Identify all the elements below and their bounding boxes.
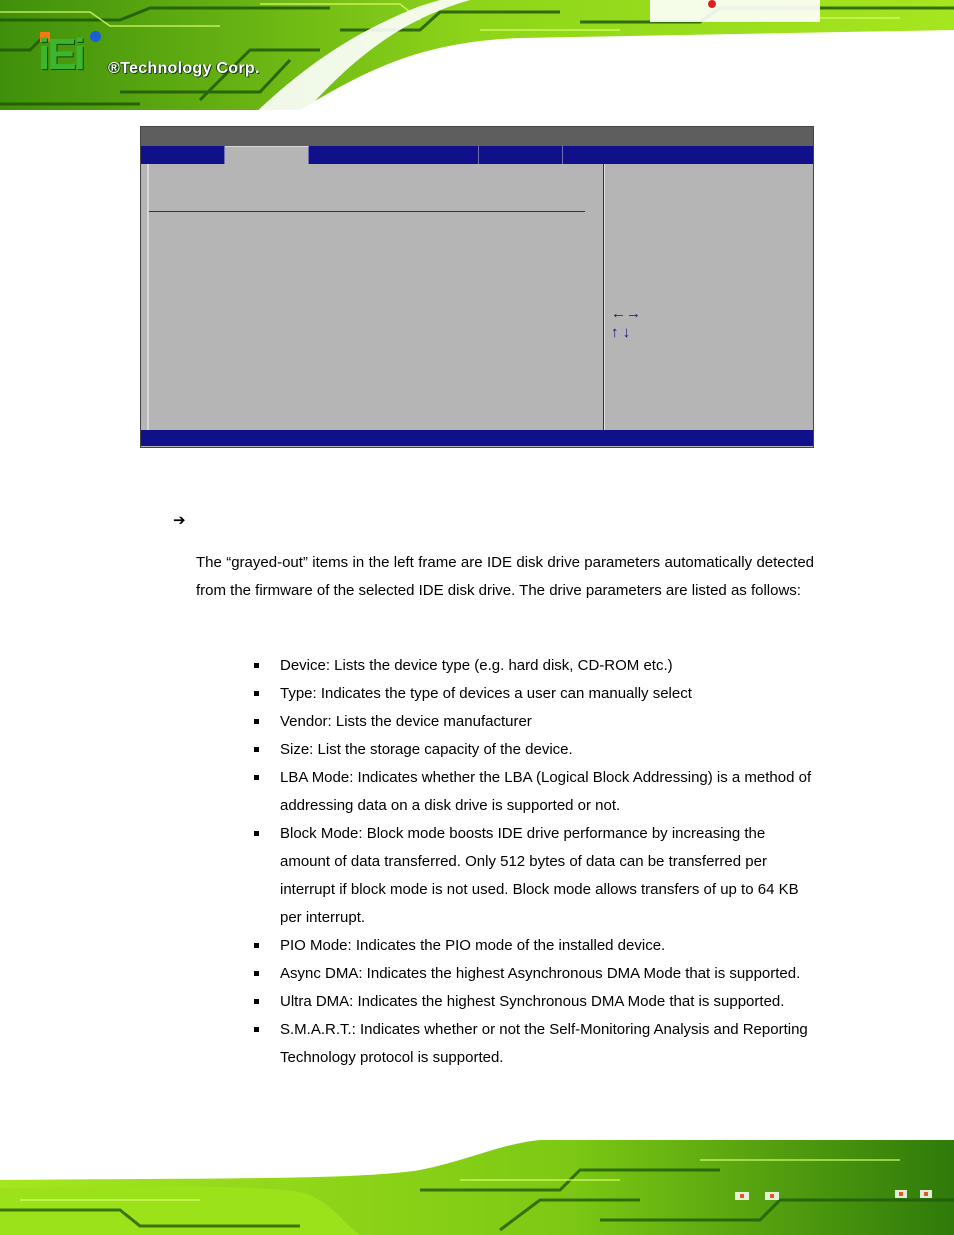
logo-blue-dot xyxy=(90,31,101,42)
square-bullet-icon xyxy=(254,775,259,780)
list-item-text: Size: List the storage capacity of the device. xyxy=(280,741,573,758)
bios-tab-1 xyxy=(141,146,225,164)
list-item-text: S.M.A.R.T.: Indicates whether or not the Self-Monitoring Analysis and Reporting Technology protocol is supported. xyxy=(280,1021,808,1066)
bios-tab-4 xyxy=(479,146,563,164)
list-item xyxy=(254,960,814,988)
company-logo-mark: iEi xyxy=(38,30,83,79)
square-bullet-icon xyxy=(254,719,259,724)
bios-status-bar xyxy=(141,430,813,446)
square-bullet-icon xyxy=(254,663,259,668)
list-item-text: Ultra DMA: Indicates the highest Synchronous DMA Mode that is supported. xyxy=(280,993,785,1010)
square-bullet-icon xyxy=(254,999,259,1004)
bios-tab-3 xyxy=(309,146,479,164)
square-bullet-icon xyxy=(254,747,259,752)
square-bullet-icon xyxy=(254,831,259,836)
list-item xyxy=(254,736,814,764)
bios-title-bar xyxy=(141,127,813,146)
bios-menu-bar xyxy=(141,146,813,164)
header-banner xyxy=(0,0,954,118)
left-right-arrows-icon: ←→ xyxy=(611,305,641,322)
footer-banner xyxy=(0,1130,954,1235)
list-item xyxy=(254,652,814,680)
bios-left-panel xyxy=(147,164,605,430)
list-item xyxy=(254,1016,814,1072)
list-item xyxy=(254,708,814,736)
list-item-text: LBA Mode: Indicates whether the LBA (Logical Block Addressing) is a method of addressing data on a disk drive is supported or not. xyxy=(280,769,812,814)
list-item xyxy=(254,988,814,1016)
circuit-board-header-graphic xyxy=(0,0,954,118)
list-item-text: Async DMA: Indicates the highest Asynchronous DMA Mode that is supported. xyxy=(280,965,801,982)
bios-screen-figure xyxy=(140,126,814,448)
up-down-arrows-icon: ↑ ↓ xyxy=(611,324,631,341)
square-bullet-icon xyxy=(254,1027,259,1032)
drive-parameter-list xyxy=(254,652,814,1072)
list-item xyxy=(254,680,814,708)
list-item-text: Block Mode: Block mode boosts IDE drive performance by increasing the amount of data transferred. Only 512 bytes of data can be transferred per interrupt if block mode is not used. Block mode allows transfers of up to 64 KB per interrupt. xyxy=(280,825,799,926)
company-name: ®Technology Corp. xyxy=(108,60,260,77)
arrow-right-icon: ➔ xyxy=(173,512,186,529)
bios-help-panel xyxy=(604,164,814,430)
intro-paragraph: The “grayed-out” items in the left frame are IDE disk drive parameters automatically detected from the firmware of the selected IDE disk drive. The drive parameters are listed as follows: xyxy=(196,554,814,599)
list-item xyxy=(254,820,814,932)
circuit-board-footer-graphic xyxy=(0,1130,954,1235)
list-item-text: Vendor: Lists the device manufacturer xyxy=(280,713,532,730)
list-item-text: Type: Indicates the type of devices a user can manually select xyxy=(280,685,692,702)
list-item-text: PIO Mode: Indicates the PIO mode of the installed device. xyxy=(280,937,666,954)
bios-separator-line xyxy=(149,211,585,212)
square-bullet-icon xyxy=(254,943,259,948)
square-bullet-icon xyxy=(254,971,259,976)
list-item xyxy=(254,764,814,820)
list-item xyxy=(254,932,814,960)
square-bullet-icon xyxy=(254,691,259,696)
list-item-text: Device: Lists the device type (e.g. hard disk, CD-ROM etc.) xyxy=(280,657,673,674)
bios-tab-2-active xyxy=(225,146,309,164)
